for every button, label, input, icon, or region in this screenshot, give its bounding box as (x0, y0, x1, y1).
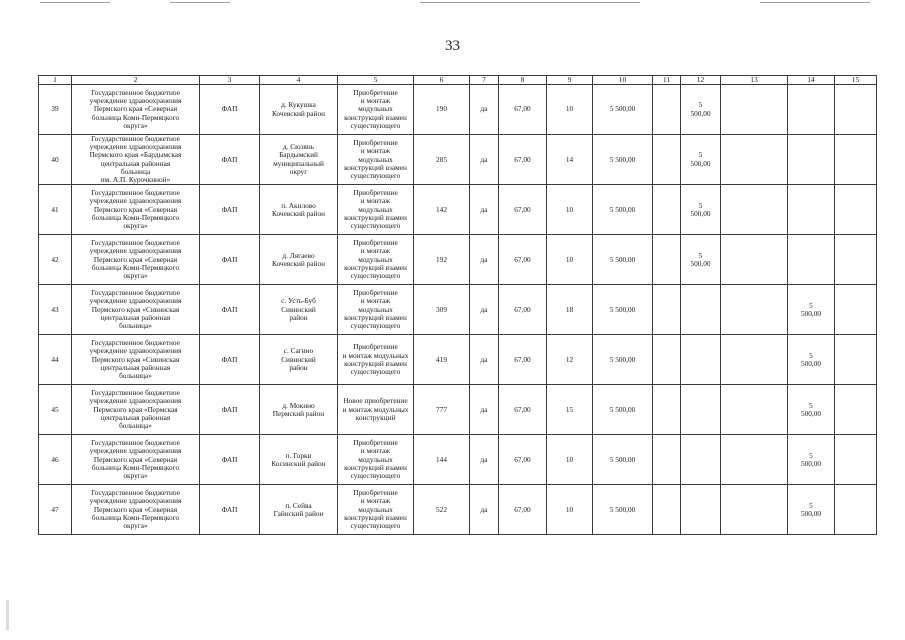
location-line: Сивинский (281, 354, 316, 364)
top-scan-lines (0, 2, 905, 4)
column-number-row (39, 76, 877, 85)
col-9-value-cell: 10 (547, 235, 593, 285)
location-cell (260, 135, 338, 185)
work-description-line: конструкций взамен (344, 512, 407, 522)
col-12-value-cell (681, 485, 721, 535)
col-14-value-line: 5 (809, 400, 813, 410)
institution-name-line: им. А.П. Курочкиной» (100, 175, 171, 185)
work-description-line: существующего (350, 366, 401, 376)
col-13-value-cell (721, 85, 788, 135)
col-11-value-cell (653, 485, 681, 535)
col-12-value-line: 5 (698, 250, 703, 260)
col-12-value-cell (681, 185, 721, 235)
col-12-value-cell (681, 435, 721, 485)
location-cell (260, 485, 338, 535)
column-header: 15 (835, 76, 877, 85)
institution-name-cell (72, 185, 200, 235)
col-7-value-cell: да (470, 235, 499, 285)
col-14-value-cell (788, 485, 835, 535)
col-7-value-cell: да (470, 135, 499, 185)
location-line: с. Усть-Буб (281, 296, 316, 306)
location-line: район (289, 362, 308, 372)
institution-name-line: больница Коми-Пермяцкого (91, 462, 180, 472)
col-7-value-cell: да (470, 185, 499, 235)
col-15-value-cell (835, 385, 877, 435)
institution-name-line: округа» (123, 471, 148, 481)
col-12-value-line: 5 (698, 200, 703, 210)
institution-name-cell (72, 435, 200, 485)
col-12-value-line: 500,00 (690, 208, 711, 218)
institution-name-line: Государственное бюджетное (91, 134, 180, 143)
col-12-value-cell (681, 85, 721, 135)
work-description-line: Приобретение (353, 288, 398, 298)
col-6-value-cell: 309 (414, 285, 470, 335)
location-cell (260, 235, 338, 285)
institution-name-line: больница Коми-Пермяцкого (91, 212, 180, 222)
institution-name-line: округа» (123, 271, 148, 281)
column-header: 2 (72, 76, 200, 85)
facility-type-cell: ФАП (200, 135, 260, 185)
work-description-cell (338, 235, 414, 285)
institution-name-line: Пермского края «Северная (93, 254, 178, 264)
col-11-value-cell (653, 135, 681, 185)
col-8-value-cell: 67,00 (499, 435, 547, 485)
column-header: 13 (721, 76, 788, 85)
column-header: 3 (200, 76, 260, 85)
institution-name-line: учреждение здравоохранения (89, 142, 182, 152)
location-line: д. Мокино (282, 400, 315, 410)
col-12-value-line: 500,00 (690, 258, 711, 268)
col-11-value-cell (653, 235, 681, 285)
col-13-value-cell (721, 135, 788, 185)
col-14-value-line: 500,00 (800, 458, 822, 468)
data-table (38, 75, 877, 535)
institution-name-line: центральная районная (100, 312, 171, 322)
work-description-line: и монтаж (360, 446, 391, 456)
col-6-value-cell: 285 (414, 135, 470, 185)
col-9-value-cell: 12 (547, 335, 593, 385)
col-7-value-cell: да (470, 85, 499, 135)
institution-name-line: Пермского края «Северная (93, 504, 178, 514)
institution-name-line: округа» (123, 120, 148, 130)
institution-name-line: учреждение здравоохранения (89, 496, 182, 506)
col-8-value-cell: 67,00 (499, 235, 547, 285)
institution-name-cell (72, 385, 200, 435)
column-header: 14 (788, 76, 835, 85)
work-description-line: и монтаж модульных (342, 404, 409, 414)
location-line: Косинский район (271, 458, 326, 468)
work-description-line: модульных (358, 454, 393, 464)
table-row (39, 435, 877, 485)
work-description-line: Новое приобретение (343, 396, 408, 406)
column-header: 6 (414, 76, 470, 85)
col-8-value-cell: 67,00 (499, 335, 547, 385)
col-15-value-cell (835, 185, 877, 235)
table-row (39, 335, 877, 385)
work-description-cell (338, 485, 414, 535)
col-13-value-cell (721, 235, 788, 285)
col-11-value-cell (653, 435, 681, 485)
work-description-cell (338, 285, 414, 335)
col-11-value-cell (653, 285, 681, 335)
location-line: Гайнский район (273, 508, 324, 518)
scan-edge-mark (6, 600, 9, 630)
work-description-cell (338, 185, 414, 235)
work-description-line: модульных (358, 504, 393, 514)
col-7-value-cell: да (470, 285, 499, 335)
column-header: 8 (499, 76, 547, 85)
col-7-value-cell: да (470, 435, 499, 485)
work-description-line: Приобретение (353, 342, 398, 352)
facility-type-cell: ФАП (200, 485, 260, 535)
institution-name-line: Государственное бюджетное (91, 288, 180, 298)
institution-name-line: учреждение здравоохранения (89, 396, 182, 406)
facility-type-cell: ФАП (200, 185, 260, 235)
col-15-value-cell (835, 235, 877, 285)
location-line: Кочевский район (271, 258, 326, 268)
institution-name-line: округа» (123, 521, 148, 531)
col-12-value-line: 500,00 (690, 108, 711, 118)
col-14-value-cell (788, 335, 835, 385)
institution-name-cell (72, 335, 200, 385)
col-12-value-cell (681, 135, 721, 185)
institution-name-line: Пермского края «Бардымская (89, 150, 182, 160)
institution-name-cell (72, 485, 200, 535)
col-10-value-cell: 5 500,00 (593, 435, 653, 485)
col-8-value-cell: 67,00 (499, 285, 547, 335)
column-header: 5 (338, 76, 414, 85)
work-description-line: конструкций взамен (344, 312, 407, 322)
work-description-line: и монтаж (360, 246, 391, 256)
col-13-value-cell (721, 385, 788, 435)
col-12-value-cell (681, 285, 721, 335)
location-cell (260, 185, 338, 235)
location-line: п. Акилово (281, 200, 316, 210)
work-description-cell (338, 435, 414, 485)
col-7-value-cell: да (470, 485, 499, 535)
col-6-value-cell: 522 (414, 485, 470, 535)
col-14-value-cell (788, 435, 835, 485)
institution-name-line: Государственное бюджетное (91, 87, 180, 97)
col-14-value-cell (788, 185, 835, 235)
col-11-value-cell (653, 335, 681, 385)
col-6-value-cell: 777 (414, 385, 470, 435)
work-description-line: Приобретение (353, 188, 398, 198)
col-14-value-line: 5 (809, 500, 813, 510)
facility-type-cell: ФАП (200, 335, 260, 385)
col-14-value-line: 500,00 (800, 408, 822, 418)
institution-name-line: больница (120, 166, 151, 176)
work-description-cell (338, 135, 414, 185)
work-description-line: существующего (350, 170, 401, 180)
location-line: Сивинский (281, 304, 316, 314)
col-10-value-cell: 5 500,00 (593, 185, 653, 235)
col-13-value-cell (721, 485, 788, 535)
col-9-value-cell: 10 (547, 435, 593, 485)
institution-name-line: Государственное бюджетное (91, 188, 180, 198)
col-12-value-line: 500,00 (690, 158, 711, 168)
institution-name-line: учреждение здравоохранения (89, 346, 182, 356)
work-description-line: Приобретение (353, 438, 398, 448)
col-14-value-cell (788, 235, 835, 285)
col-14-value-line: 500,00 (800, 358, 822, 368)
work-description-line: существующего (350, 271, 401, 281)
col-11-value-cell (653, 85, 681, 135)
col-10-value-cell: 5 500,00 (593, 385, 653, 435)
table-row (39, 185, 877, 235)
work-description-line: существующего (350, 521, 401, 531)
work-description-line: и монтаж модульных (342, 350, 409, 360)
column-header: 4 (260, 76, 338, 85)
col-10-value-cell: 5 500,00 (593, 135, 653, 185)
col-13-value-cell (721, 285, 788, 335)
col-6-value-cell: 192 (414, 235, 470, 285)
work-description-cell (338, 85, 414, 135)
work-description-line: модульных (358, 104, 393, 114)
col-10-value-cell: 5 500,00 (593, 335, 653, 385)
work-description-cell (338, 385, 414, 435)
col-12-value-cell (681, 335, 721, 385)
institution-name-line: центральная районная (100, 362, 171, 372)
institution-name-line: больница Коми-Пермяцкого (91, 112, 180, 122)
row-number-cell: 44 (39, 335, 72, 385)
col-9-value-cell: 15 (547, 385, 593, 435)
col-12-value-cell (681, 385, 721, 435)
row-number-cell: 41 (39, 185, 72, 235)
institution-name-line: учреждение здравоохранения (89, 246, 182, 256)
column-header: 10 (593, 76, 653, 85)
facility-type-cell: ФАП (200, 285, 260, 335)
institution-name-line: больница Коми-Пермяцкого (91, 262, 180, 272)
institution-name-line: центральная районная (100, 158, 171, 168)
col-10-value-cell: 5 500,00 (593, 235, 653, 285)
work-description-line: модульных (358, 204, 393, 214)
column-header: 1 (39, 76, 72, 85)
col-14-value-cell (788, 285, 835, 335)
col-6-value-cell: 419 (414, 335, 470, 385)
location-cell (260, 335, 338, 385)
institution-name-line: Государственное бюджетное (91, 488, 180, 498)
col-11-value-cell (653, 385, 681, 435)
work-description-cell (338, 335, 414, 385)
col-14-value-cell (788, 85, 835, 135)
table-body (39, 85, 877, 535)
institution-name-line: Пермского края «Северная (93, 204, 178, 214)
work-description-line: модульных (358, 154, 393, 164)
institution-name-line: центральная районная (100, 412, 171, 422)
col-10-value-cell: 5 500,00 (593, 485, 653, 535)
col-7-value-cell: да (470, 335, 499, 385)
work-description-line: конструкций взамен (344, 262, 407, 272)
col-9-value-cell: 14 (547, 135, 593, 185)
institution-name-cell (72, 135, 200, 185)
work-description-line: и монтаж (360, 196, 391, 206)
col-15-value-cell (835, 435, 877, 485)
institution-name-line: Пермского края «Пермская (93, 404, 178, 414)
institution-name-line: Пермского края «Сивинская (91, 354, 180, 364)
column-header: 11 (653, 76, 681, 85)
col-6-value-cell: 144 (414, 435, 470, 485)
row-number-cell: 46 (39, 435, 72, 485)
page-number: 33 (445, 38, 460, 54)
work-description-line: Приобретение (353, 488, 398, 498)
location-cell (260, 435, 338, 485)
work-description-line: конструкций взамен (344, 112, 407, 122)
institution-name-line: Государственное бюджетное (91, 338, 180, 348)
col-13-value-cell (721, 185, 788, 235)
location-line: д. Кукушка (281, 100, 316, 110)
col-14-value-line: 5 (809, 450, 813, 460)
row-number-cell: 45 (39, 385, 72, 435)
work-description-line: существующего (350, 120, 401, 130)
col-10-value-cell: 5 500,00 (593, 285, 653, 335)
work-description-line: конструкций (355, 412, 396, 422)
location-line: Кочевский район (271, 108, 326, 118)
work-description-line: существующего (350, 221, 401, 231)
work-description-line: конструкций взамен (344, 358, 407, 368)
col-15-value-cell (835, 485, 877, 535)
location-line: п. Горки (285, 450, 312, 460)
work-description-line: существующего (350, 321, 401, 331)
col-14-value-line: 5 (809, 350, 813, 360)
work-description-line: и монтаж (360, 296, 391, 306)
col-6-value-cell: 142 (414, 185, 470, 235)
col-15-value-cell (835, 335, 877, 385)
column-header: 7 (470, 76, 499, 85)
col-15-value-cell (835, 285, 877, 335)
row-number-cell: 39 (39, 85, 72, 135)
institution-name-line: учреждение здравоохранения (89, 296, 182, 306)
table-row (39, 85, 877, 135)
work-description-line: конструкций взамен (344, 462, 407, 472)
col-10-value-cell: 5 500,00 (593, 85, 653, 135)
col-9-value-cell: 18 (547, 285, 593, 335)
location-cell (260, 85, 338, 135)
table-row (39, 285, 877, 335)
location-cell (260, 285, 338, 335)
col-9-value-cell: 10 (547, 85, 593, 135)
work-description-line: Приобретение (353, 238, 398, 248)
location-line: муниципальный (273, 158, 324, 168)
col-12-value-line: 5 (698, 100, 703, 110)
row-number-cell: 43 (39, 285, 72, 335)
facility-type-cell: ФАП (200, 435, 260, 485)
location-line: д. Сюзянь (282, 142, 315, 152)
table-row (39, 385, 877, 435)
work-description-line: и монтаж (360, 496, 391, 506)
col-6-value-cell: 190 (414, 85, 470, 135)
col-8-value-cell: 67,00 (499, 135, 547, 185)
column-header: 12 (681, 76, 721, 85)
col-11-value-cell (653, 185, 681, 235)
col-15-value-cell (835, 85, 877, 135)
location-line: п. Сейва (285, 500, 312, 510)
col-8-value-cell: 67,00 (499, 85, 547, 135)
location-line: с. Сагино (283, 346, 314, 356)
institution-name-cell (72, 285, 200, 335)
institution-name-line: Пермского края «Сивинская (91, 304, 180, 314)
institution-name-line: Государственное бюджетное (91, 388, 180, 398)
work-description-line: модульных (358, 254, 393, 264)
col-9-value-cell: 10 (547, 485, 593, 535)
col-14-value-cell (788, 385, 835, 435)
col-12-value-line: 5 (698, 150, 703, 160)
institution-name-line: Пермского края «Северная (93, 454, 178, 464)
row-number-cell: 42 (39, 235, 72, 285)
facility-type-cell: ФАП (200, 235, 260, 285)
institution-name-line: больница» (119, 321, 152, 331)
work-description-line: конструкций взамен (344, 162, 407, 172)
col-8-value-cell: 67,00 (499, 185, 547, 235)
col-12-value-cell (681, 235, 721, 285)
col-13-value-cell (721, 435, 788, 485)
work-description-line: конструкций взамен (344, 212, 407, 222)
location-line: район (289, 312, 308, 322)
col-14-value-cell (788, 135, 835, 185)
col-8-value-cell: 67,00 (499, 485, 547, 535)
table-row (39, 235, 877, 285)
row-number-cell: 47 (39, 485, 72, 535)
institution-name-line: Государственное бюджетное (91, 238, 180, 248)
col-13-value-cell (721, 335, 788, 385)
institution-name-line: Государственное бюджетное (91, 438, 180, 448)
work-description-line: Приобретение (353, 87, 398, 97)
facility-type-cell: ФАП (200, 85, 260, 135)
work-description-line: и монтаж (360, 96, 391, 106)
location-line: д. Лягаево (282, 250, 315, 260)
column-header: 9 (547, 76, 593, 85)
institution-name-line: Пермского края «Северная (93, 104, 178, 114)
institution-name-line: учреждение здравоохранения (89, 196, 182, 206)
col-7-value-cell: да (470, 385, 499, 435)
institution-name-line: больница» (119, 371, 152, 381)
work-description-line: модульных (358, 304, 393, 314)
institution-name-line: больница» (119, 421, 152, 431)
institution-name-line: учреждение здравоохранения (89, 96, 182, 106)
work-description-line: и монтаж (360, 146, 391, 156)
col-15-value-cell (835, 135, 877, 185)
work-description-line: существующего (350, 471, 401, 481)
col-14-value-line: 500,00 (800, 508, 822, 518)
col-9-value-cell: 10 (547, 185, 593, 235)
col-14-value-line: 500,00 (800, 308, 822, 318)
institution-name-cell (72, 85, 200, 135)
col-8-value-cell: 67,00 (499, 385, 547, 435)
location-line: Кочевский район (271, 208, 326, 218)
col-14-value-line: 5 (809, 300, 813, 310)
work-description-line: Приобретение (353, 138, 398, 148)
table-row (39, 135, 877, 185)
facility-type-cell: ФАП (200, 385, 260, 435)
location-cell (260, 385, 338, 435)
institution-name-line: больница Коми-Пермяцкого (91, 512, 180, 522)
location-line: Бардымский (279, 150, 318, 160)
location-line: Пермский район (272, 408, 325, 418)
row-number-cell: 40 (39, 135, 72, 185)
table-row (39, 485, 877, 535)
location-line: округ (289, 166, 308, 176)
institution-name-line: учреждение здравоохранения (89, 446, 182, 456)
institution-name-cell (72, 235, 200, 285)
institution-name-line: округа» (123, 221, 148, 231)
